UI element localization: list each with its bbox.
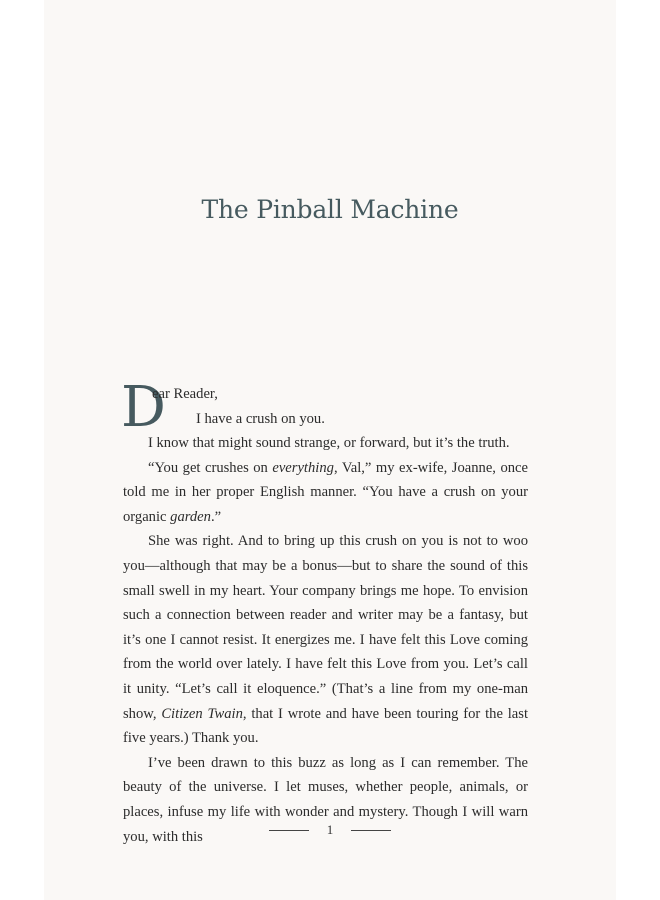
footer-rule-left	[269, 830, 309, 831]
footer-rule-right	[351, 830, 391, 831]
page-footer	[0, 822, 660, 838]
paragraph-2: “You get crushes on everything, Val,” my ex-wife, Joanne, once told me in her proper English manner. “You have a crush on your organic garden.”	[123, 459, 528, 525]
paragraph-1: I know that might sound strange, or forward, but it’s the truth.	[148, 435, 510, 451]
paragraph-3: She was right. And to bring up this crush on you is not to woo you—although that may be a bonus—but to share the sound of this small swell in my heart. Your company brings me hope. To envision such a connection between reader and writer may be a fantasy, but it’s one I cannot resist. It energizes me. I have felt this Love coming from the world over lately. I have felt this Love from you. Let’s call it unity. “Let’s call it eloquence.” (That’s a line from my one-man show, Citizen Twain, that I wrote and have been touring for the last five years.) Thank you.	[123, 533, 528, 747]
drop-cap: D	[121, 375, 166, 440]
paragraph-4: I’ve been drawn to this buzz as long as I can remember. The beauty of the universe. I let muses, whether people, animals, or places, infuse my life with wonder and mystery. Though I will warn you, with this	[123, 754, 528, 845]
chapter-title: The Pinball Machine	[201, 195, 459, 224]
body-text	[121, 375, 528, 849]
salutation	[121, 375, 528, 440]
salutation-opening-line: I have a crush on you.	[196, 410, 325, 427]
page-number: 1	[326, 822, 334, 837]
salutation-greeting: ear Reader,	[152, 386, 218, 402]
